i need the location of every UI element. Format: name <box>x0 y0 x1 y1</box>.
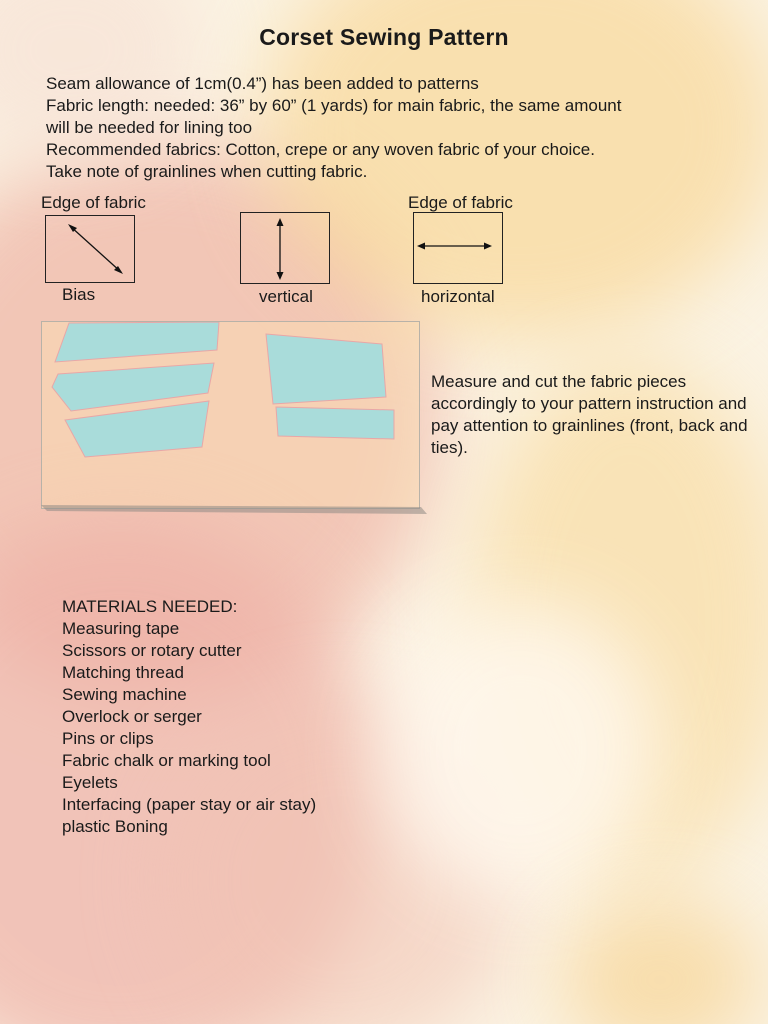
intro-text <box>46 73 746 183</box>
edge-of-fabric-label: Edge of fabric <box>41 193 146 212</box>
pattern-piece <box>276 407 394 439</box>
list-item: Overlock or serger <box>62 707 202 726</box>
list-item: Pins or clips <box>62 729 154 748</box>
list-item: Scissors or rotary cutter <box>62 641 242 660</box>
intro-line: Take note of grainlines when cutting fabric. <box>46 162 368 181</box>
horizontal-label: horizontal <box>421 287 495 306</box>
list-item: plastic Boning <box>62 817 168 836</box>
vertical-arrow-icon <box>241 213 329 283</box>
page-title: Corset Sewing Pattern <box>259 24 509 50</box>
materials-heading: MATERIALS NEEDED: <box>62 597 238 616</box>
materials-list <box>62 596 316 838</box>
pattern-piece <box>55 322 219 362</box>
pattern-pieces <box>42 322 419 508</box>
horizontal-grainline-diagram <box>413 212 503 284</box>
fabric-layout-diagram <box>41 321 420 509</box>
vertical-label: vertical <box>259 287 313 306</box>
horizontal-arrow-icon <box>414 213 502 283</box>
list-item: Fabric chalk or marking tool <box>62 751 271 770</box>
list-item: Interfacing (paper stay or air stay) <box>62 795 317 814</box>
list-item: Matching thread <box>62 663 184 682</box>
list-item: Measuring tape <box>62 619 180 638</box>
intro-line: Fabric length: needed: 36” by 60” (1 yards) for main fabric, the same amount <box>46 96 622 115</box>
panel-edge-shadow <box>41 505 431 517</box>
bias-grainline-diagram <box>45 215 135 283</box>
intro-line: will be needed for lining too <box>46 118 253 137</box>
diagonal-arrow-icon <box>46 216 134 282</box>
intro-line: Recommended fabrics: Cotton, crepe or any woven fabric of your choice. <box>46 140 595 159</box>
bias-label: Bias <box>62 285 96 304</box>
list-item: Sewing machine <box>62 685 187 704</box>
pattern-piece <box>266 334 386 404</box>
vertical-grainline-diagram <box>240 212 330 284</box>
edge-of-fabric-label: Edge of fabric <box>408 193 513 212</box>
list-item: Eyelets <box>62 773 118 792</box>
intro-line: Seam allowance of 1cm(0.4”) has been added to patterns <box>46 74 479 93</box>
measure-instruction: Measure and cut the fabric pieces accordingly to your pattern instruction and pay attention to grainlines (front, back and ties). <box>431 372 748 457</box>
